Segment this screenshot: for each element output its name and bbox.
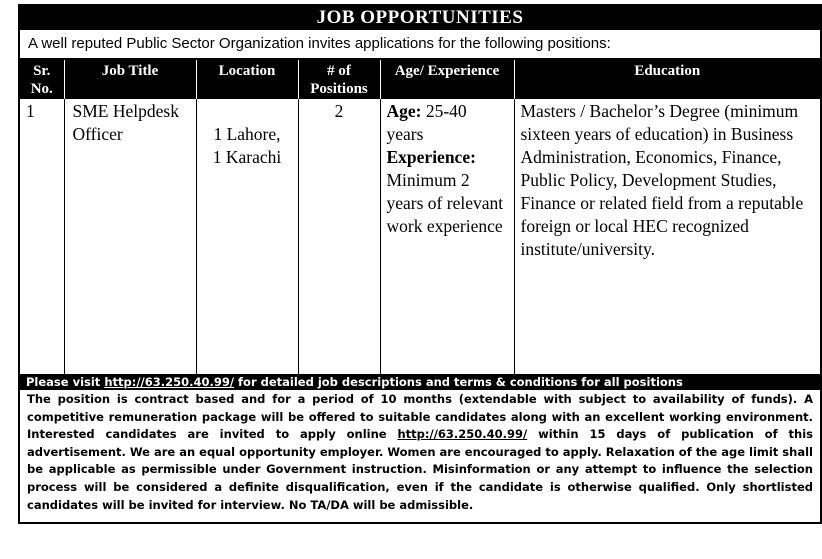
cell-positions: 2 [298, 99, 380, 374]
header-location: Location [196, 60, 298, 99]
cell-age-experience [380, 99, 514, 374]
cell-job-title [64, 99, 196, 374]
header-education: Education [514, 60, 820, 99]
location-karachi: 1 Karachi [212, 147, 282, 167]
header-job-title: Job Title [64, 60, 196, 99]
table-row [20, 99, 820, 374]
terms-part-2: within 15 days of publication of this advertisement. We are an equal opportunity employer. Women are encouraged to apply. Relaxation of the age limit shall be applicable as permissible under Government instruction. Misinformation or any attempt to influence the selection process will be considered a definite disqualification, even if the candidate is otherwise qualified. Only shortlisted candidates will be invited for interview. No TA/DA will be admissible. [27, 427, 813, 512]
cell-location [196, 99, 298, 374]
apply-link[interactable]: http://63.250.40.99/ [397, 427, 528, 442]
intro-text: A well reputed Public Sector Organization invites applications for the following positions: [20, 30, 820, 60]
cell-sr-no: 1 [26, 101, 35, 121]
visit-prefix: Please visit [26, 375, 105, 389]
header-sr-no: Sr. No. [20, 60, 64, 99]
visit-bar [20, 374, 820, 390]
visit-suffix: for detailed job descriptions and terms & conditions for all positions [234, 375, 683, 389]
experience-label: Experience: [386, 147, 476, 167]
header-age-experience: Age/ Experience [380, 60, 514, 99]
age-line [387, 100, 508, 146]
experience-value: Minimum 2 years of relevant work experience [386, 170, 504, 236]
age-value: 25-40 years [386, 101, 467, 144]
visit-link[interactable]: http://63.250.40.99/ [104, 375, 235, 389]
page-title: JOB OPPORTUNITIES [20, 6, 820, 30]
job-advertisement [18, 4, 822, 524]
header-positions: # of Positions [298, 60, 380, 99]
job-title-text: SME Helpdesk Officer [72, 101, 179, 144]
cell-education: Masters / Bachelor’s Degree (minimum sixteen years of education) in Business Administration, Economics, Finance, Public Policy, Development Studies, Finance or related field from a reputable foreign or local HEC recognized institute/university. [514, 99, 820, 374]
age-label: Age: [386, 101, 422, 121]
location-lahore: 1 Lahore, [213, 124, 281, 144]
terms-paragraph [20, 390, 820, 514]
table-header-row [20, 60, 820, 99]
positions-table [20, 60, 820, 374]
terms-part-1: The position is contract based and for a period of 10 months (extendable with subject to availability of funds). A competitive remuneration package will be offered to suitable candidates along with an excellent working environment. Interested candidates are invited to apply online [27, 392, 813, 442]
